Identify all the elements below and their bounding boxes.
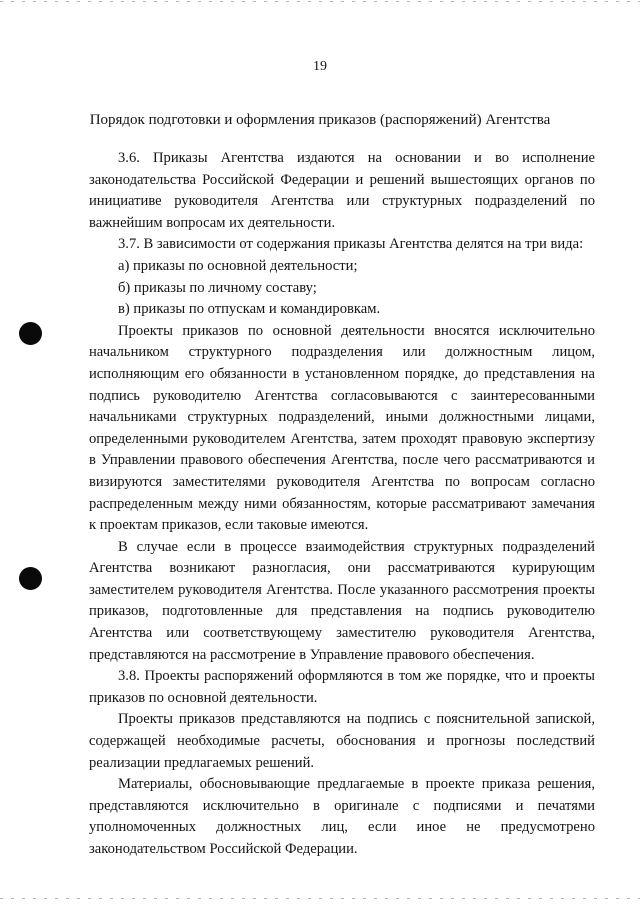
paragraph-3-6: 3.6. Приказы Агентства издаются на основании и во исполнение законодательства Российской Федерации и решений вышестоящих органов по инициативе руководителя Агентства или структурных подразделений по важнейшим вопросам их деятельности. [89,150,595,231]
list-item-v: в) приказы по отпускам и командировкам. [118,301,381,318]
scan-edge-top [0,1,640,2]
paragraph-3-8: 3.8. Проекты распоряжений оформляются в том же порядке, что и проекты приказов по основной деятельности. [89,668,595,706]
paragraph-materials: Материалы, обосновывающие предлагаемые в проекте приказа решения, представляются исключительно в оригинале с подписями и печатями уполномоченных должностных лиц, если иное не предусмотрено законодательством Российской Федерации. [89,776,595,857]
paragraph-draft-submission: Проекты приказов по основной деятельности вносятся исключительно начальником структурного подразделения или должностным лицом, исполняющим его обязанности в установленном порядке, до представления на подпись руководителю Агентства согласовываются с заинтересованными начальниками структурных подразделений, иными должностными лицами, определенными руководителем Агентства, затем проходят правовую экспертизу в Управлении правового обеспечения Агентства, после чего рассматриваются и визируются заместителями руководителя Агентства по вопросам согласно распределенным между ними обязанностям, которые рассматривают замечания к проектам приказов, если таковые имеются. [89,322,595,534]
punch-hole-mark [19,322,42,345]
paragraph-explanatory-note: Проекты приказов представляются на подпись с пояснительной запиской, содержащей необходимые расчеты, обоснования и прогнозы последствий реализации предлагаемых решений. [89,711,595,771]
section-heading: Порядок подготовки и оформления приказов (распоряжений) Агентства [89,112,551,128]
list-item-a: а) приказы по основной деятельности; [118,257,358,274]
paragraph-3-7: 3.7. В зависимости от содержания приказы Агентства делятся на три вида: [118,236,584,253]
list-item-b: б) приказы по личному составу; [118,279,317,296]
page-number: 19 [313,59,327,74]
body-text [89,148,595,861]
scan-edge-bottom [0,898,640,899]
punch-hole-mark [19,567,42,590]
paragraph-disagreements: В случае если в процессе взаимодействия структурных подразделений Агентства возникают разногласия, они рассматриваются курирующим заместителем руководителя Агентства. После указанного рассмотрения проекты приказов, подготовленные для представления на подпись руководителю Агентства или соответствующему заместителю руководителя Агентства, представляются на рассмотрение в Управление правового обеспечения. [89,538,595,663]
